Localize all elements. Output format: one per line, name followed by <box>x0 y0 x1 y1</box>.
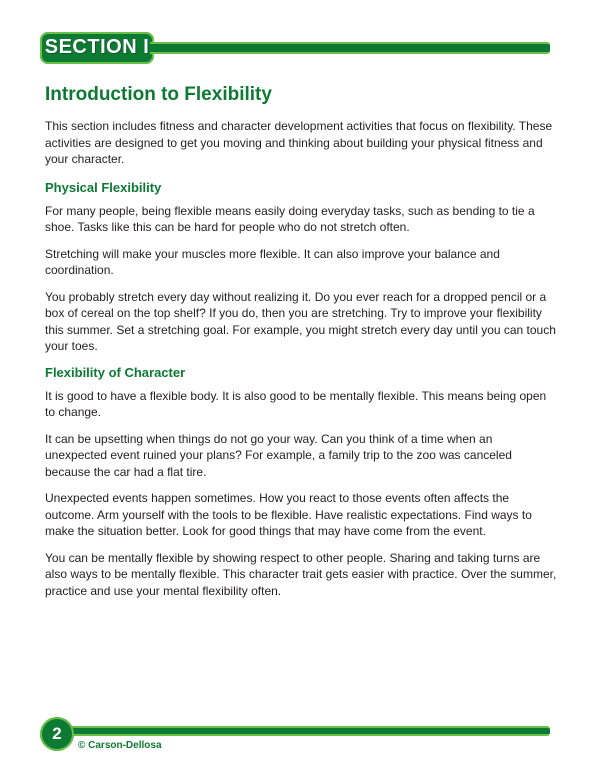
physical-paragraph-3: You probably stretch every day without realizing it. Do you ever reach for a dropped pencil or a box of cereal on the top shelf? If you do, then you are stretching. Try to improve your flexibility this summer. Set a stretching goal. For example, you might stretch every day until you can touch your toes. <box>45 289 556 353</box>
header-rule <box>150 42 550 54</box>
footer-rule <box>70 726 550 736</box>
intro-paragraph: This section includes fitness and character development activities that focus on flexibility. These activities are designed to get you moving and thinking about building your physical fitness and your character. <box>45 119 553 166</box>
page-number: 2 <box>52 724 62 743</box>
copyright-notice: © Carson-Dellosa <box>78 740 162 751</box>
page-number-badge <box>40 717 74 751</box>
character-paragraph-2: It can be upsetting when things do not go your way. Can you think of a time when an unexpected event ruined your plans? For example, a family trip to the zoo was canceled because the car had a flat tire. <box>45 431 512 479</box>
character-paragraph-1: It is good to have a flexible body. It is also good to be mentally flexible. This means being open to change. <box>45 388 547 419</box>
page-title: Introduction to Flexibility <box>45 84 272 105</box>
physical-flexibility-heading: Physical Flexibility <box>45 179 162 195</box>
character-flexibility-heading: Flexibility of Character <box>45 364 186 380</box>
physical-paragraph-2: Stretching will make your muscles more flexible. It can also improve your balance and coordination. <box>45 246 500 277</box>
section-tab <box>40 32 154 64</box>
page-content <box>45 84 557 609</box>
physical-paragraph-1: For many people, being flexible means easily doing everyday tasks, such as bending to tie a shoe. Tasks like this can be hard for people who do not stretch often. <box>45 203 535 234</box>
character-paragraph-3: Unexpected events happen sometimes. How you react to those events often affects the outcome. Arm yourself with the tools to be flexible. Have realistic expectations. Find ways to make the situation better. Look for good things that may have come from the event. <box>45 491 532 538</box>
character-paragraph-4: You can be mentally flexible by showing respect to other people. Sharing and taking turns are also ways to be mentally flexible. This character trait gets easier with practice. Over the summer, practice and use your mental flexibility often. <box>45 550 557 598</box>
section-label: SECTION I <box>44 36 150 58</box>
